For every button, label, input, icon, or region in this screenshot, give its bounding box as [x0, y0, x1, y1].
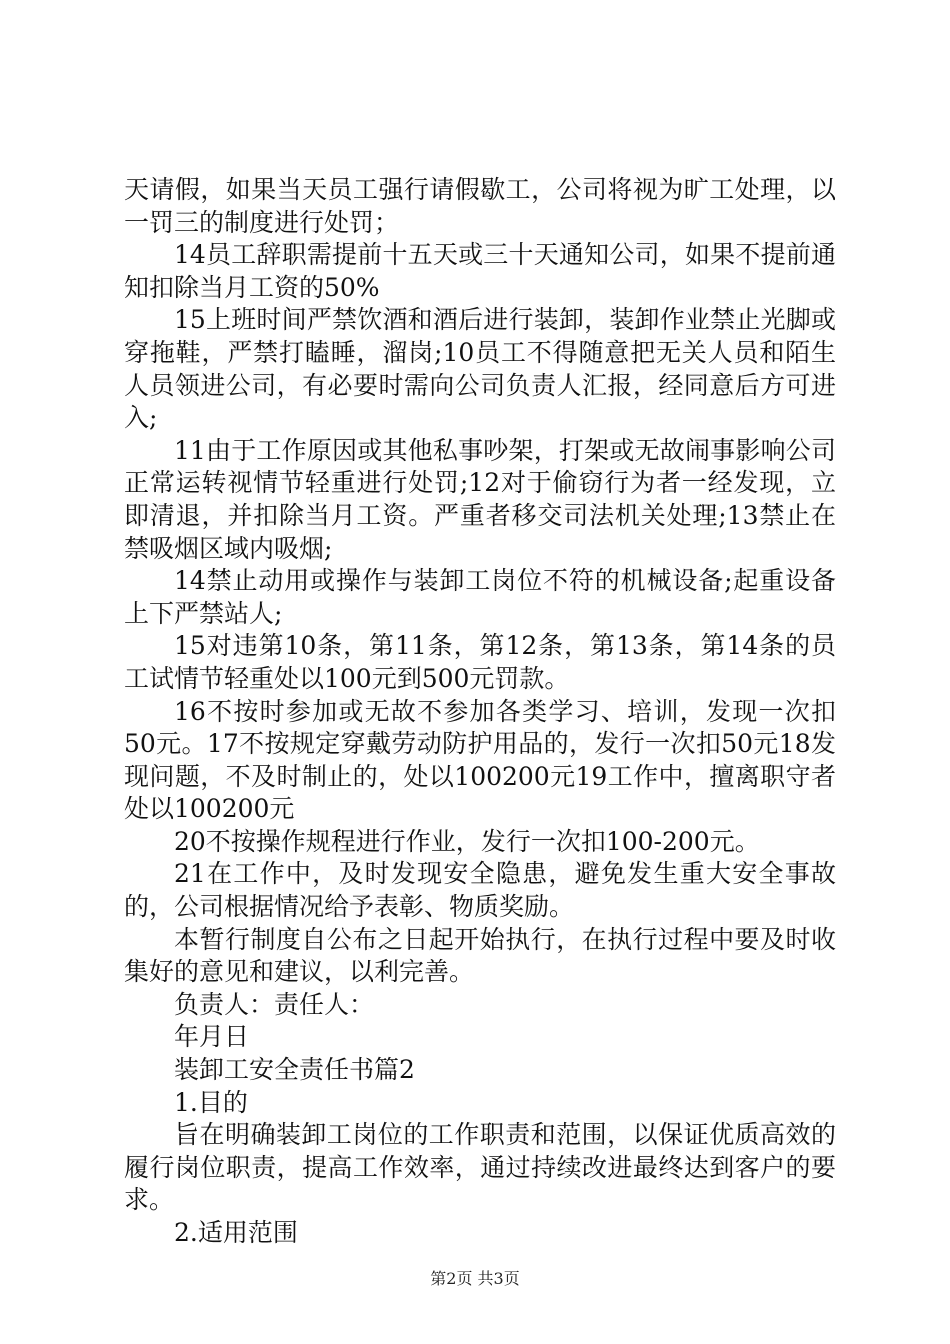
paragraph-rule-21-rewards: 21在工作中，及时发现安全隐患，避免发生重大安全事故的，公司根据情况给予表彰、物质奖励。 [124, 859, 836, 922]
subheading-scope: 2.适用范围 [174, 1218, 298, 1247]
paragraph-rule-11-fighting: 11由于工作原因或其他私事吵架，打架或无故闹事影响公司正常运转视情节轻重进行处罚;12对于偷窃行为者一经发现，立即清退，并扣除当月工资。严重者移交司法机关处理;13禁止在禁吸烟区域内吸烟; [124, 435, 836, 563]
document-body [124, 174, 836, 1250]
paragraph-rule-15-fines: 15对违第10条，第11条，第12条，第13条，第14条的员工试情节轻重处以100元到500元罚款。 [124, 631, 836, 693]
date-line: 年月日 [174, 1022, 250, 1052]
paragraph-rule-20-procedures: 20不按操作规程进行作业，发行一次扣100-200元。 [174, 826, 760, 856]
section-heading: 装卸工安全责任书篇2 [174, 1055, 415, 1085]
paragraph-rule-14-machinery: 14禁止动用或操作与装卸工岗位不符的机械设备;起重设备上下严禁站人; [124, 566, 836, 628]
paragraph-rule-16-training: 16不按时参加或无故不参加各类学习、培训，发现一次扣50元。17不按规定穿戴劳动防护用品的，发行一次扣50元18发现问题，不及时制止的，处以100200元19工作中，擅离职守者处以100200元 [124, 696, 836, 824]
signature-line: 负责人：责任人： [174, 989, 375, 1019]
paragraph-continuation: 天请假，如果当天员工强行请假歇工，公司将视为旷工处理，以一罚三的制度进行处罚； [124, 175, 836, 237]
paragraph-purpose: 旨在明确装卸工岗位的工作职责和范围，以保证优质高效的履行岗位职责，提高工作效率，通过持续改进最终达到客户的要求。 [124, 1120, 836, 1215]
page-footer: 第2页 共3页 [430, 1269, 520, 1288]
paragraph-effective-date: 本暂行制度自公布之日起开始执行，在执行过程中要及时收集好的意见和建议，以利完善。 [124, 924, 836, 987]
paragraph-rule-14-resignation: 14员工辞职需提前十五天或三十天通知公司，如果不提前通知扣除当月工资的50% [124, 240, 836, 302]
subheading-purpose: 1.目的 [174, 1087, 248, 1117]
paragraph-rule-15-drinking: 15上班时间严禁饮酒和酒后进行装卸，装卸作业禁止光脚或穿拖鞋，严禁打瞌睡，溜岗;10员工不得随意把无关人员和陌生人员领进公司，有必要时需向公司负责人汇报，经同意后方可进入; [124, 305, 836, 433]
